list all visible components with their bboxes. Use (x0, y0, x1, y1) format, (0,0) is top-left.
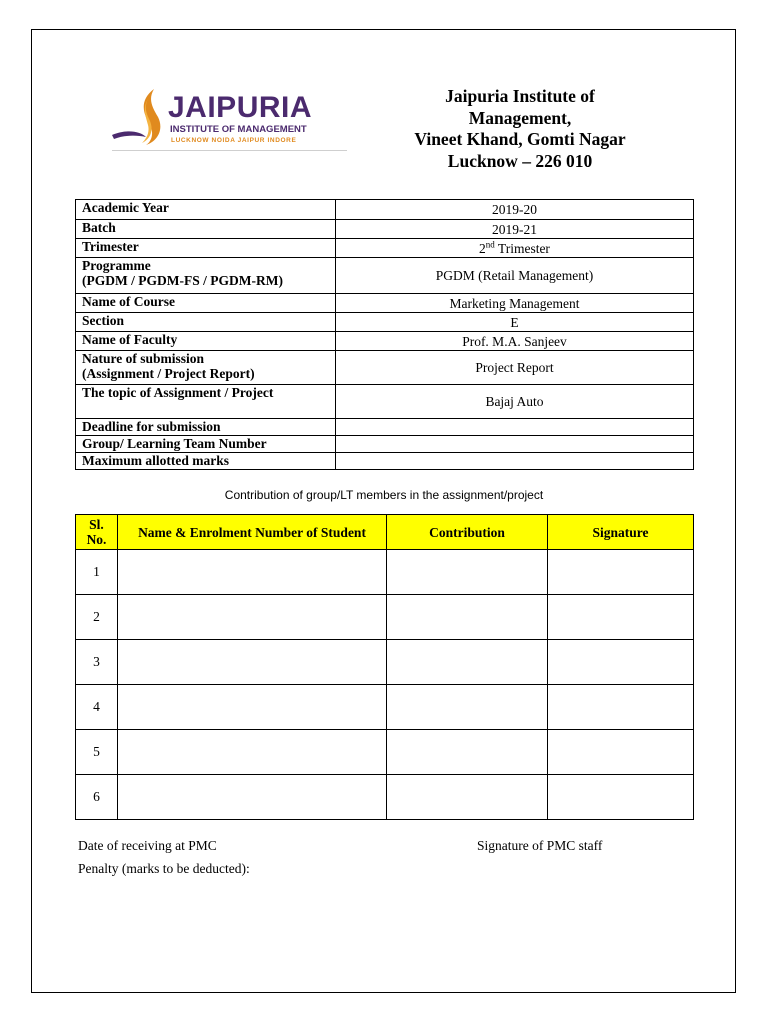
members-header-row (76, 515, 694, 550)
nature-value: Project Report (336, 351, 694, 385)
row-number: 5 (76, 730, 118, 775)
penalty-label: Penalty (marks to be deducted): (78, 861, 250, 876)
row-number: 3 (76, 640, 118, 685)
academic-year-label: Academic Year (76, 200, 336, 220)
row-faculty (76, 332, 694, 351)
jaipuria-logo (108, 85, 348, 155)
section-value: E (336, 313, 694, 332)
student-name-cell[interactable] (118, 595, 387, 640)
contribution-cell[interactable] (387, 685, 548, 730)
table-row (76, 640, 694, 685)
signature-cell[interactable] (548, 730, 694, 775)
header-sl-line-1: Sl. (89, 517, 104, 532)
academic-year-value: 2019-20 (336, 200, 694, 220)
submission-info-table (75, 199, 694, 470)
logo-wordmark: JAIPURIA (168, 91, 313, 124)
row-marks (76, 453, 694, 470)
trimester-value (336, 239, 694, 258)
programme-value: PGDM (Retail Management) (336, 258, 694, 294)
logo-subtitle: INSTITUTE OF MANAGEMENT (170, 124, 307, 135)
row-programme (76, 258, 694, 294)
table-row (76, 730, 694, 775)
signature-cell[interactable] (548, 685, 694, 730)
nature-label-line-2: (Assignment / Project Report) (82, 366, 255, 381)
header-sl-line-2: No. (86, 532, 107, 547)
header-name: Name & Enrolment Number of Student (118, 515, 387, 550)
contribution-cell[interactable] (387, 640, 548, 685)
row-number: 6 (76, 775, 118, 820)
programme-label-line-1: Programme (82, 258, 151, 273)
row-course (76, 294, 694, 313)
institute-line-3: Vineet Khand, Gomti Nagar (414, 129, 626, 149)
row-deadline (76, 419, 694, 436)
row-trimester (76, 239, 694, 258)
row-section (76, 313, 694, 332)
trimester-ordinal: nd (485, 239, 495, 249)
contribution-cell[interactable] (387, 730, 548, 775)
student-name-cell[interactable] (118, 550, 387, 595)
row-number: 1 (76, 550, 118, 595)
institute-line-4: Lucknow – 226 010 (447, 150, 593, 171)
row-number: 2 (76, 595, 118, 640)
table-row (76, 595, 694, 640)
table-row (76, 685, 694, 730)
institute-line-2: Management, (468, 107, 572, 128)
signature-cell[interactable] (548, 595, 694, 640)
contribution-cell[interactable] (387, 595, 548, 640)
faculty-value: Prof. M.A. Sanjeev (336, 332, 694, 351)
nature-label (76, 351, 336, 385)
signature-cell[interactable] (548, 775, 694, 820)
student-name-cell[interactable] (118, 730, 387, 775)
pmc-signature-label: Signature of PMC staff (477, 838, 603, 853)
row-academic-year (76, 200, 694, 220)
trimester-text: Trimester (494, 240, 550, 256)
student-name-cell[interactable] (118, 775, 387, 820)
group-label: Group/ Learning Team Number (76, 436, 336, 453)
table-row (76, 775, 694, 820)
programme-label-line-2: (PGDM / PGDM-FS / PGDM-RM) (82, 273, 283, 288)
course-label: Name of Course (76, 294, 336, 313)
row-number: 4 (76, 685, 118, 730)
signature-cell[interactable] (548, 550, 694, 595)
logo-underline (112, 150, 347, 151)
table-row (76, 550, 694, 595)
contribution-cell[interactable] (387, 550, 548, 595)
programme-label (76, 258, 336, 294)
row-group (76, 436, 694, 453)
faculty-label: Name of Faculty (76, 332, 336, 351)
header-sl-no (76, 515, 118, 550)
student-name-cell[interactable] (118, 640, 387, 685)
contribution-cell[interactable] (387, 775, 548, 820)
section-label: Section (76, 313, 336, 332)
members-table (75, 514, 694, 820)
row-nature (76, 351, 694, 385)
student-name-cell[interactable] (118, 685, 387, 730)
topic-value: Bajaj Auto (336, 385, 694, 419)
signature-cell[interactable] (548, 640, 694, 685)
course-value: Marketing Management (336, 294, 694, 313)
row-batch (76, 220, 694, 239)
deadline-value[interactable] (336, 419, 694, 436)
marks-label: Maximum allotted marks (76, 453, 336, 470)
header-signature: Signature (548, 515, 694, 550)
trimester-label: Trimester (76, 239, 336, 258)
trimester-number: 2 (479, 240, 486, 256)
header-contribution: Contribution (387, 515, 548, 550)
deadline-label: Deadline for submission (76, 419, 336, 436)
logo-cities: LUCKNOW NOIDA JAIPUR INDORE (171, 137, 297, 144)
row-topic (76, 385, 694, 419)
institute-address (400, 86, 640, 172)
group-value[interactable] (336, 436, 694, 453)
nature-label-line-1: Nature of submission (82, 351, 205, 366)
marks-value[interactable] (336, 453, 694, 470)
batch-value: 2019-21 (336, 220, 694, 239)
topic-label: The topic of Assignment / Project (76, 385, 336, 419)
batch-label: Batch (76, 220, 336, 239)
date-receiving-label: Date of receiving at PMC (78, 838, 217, 853)
institute-line-1: Jaipuria Institute of (445, 86, 595, 106)
contribution-title: Contribution of group/LT members in the assignment/project (224, 488, 544, 502)
